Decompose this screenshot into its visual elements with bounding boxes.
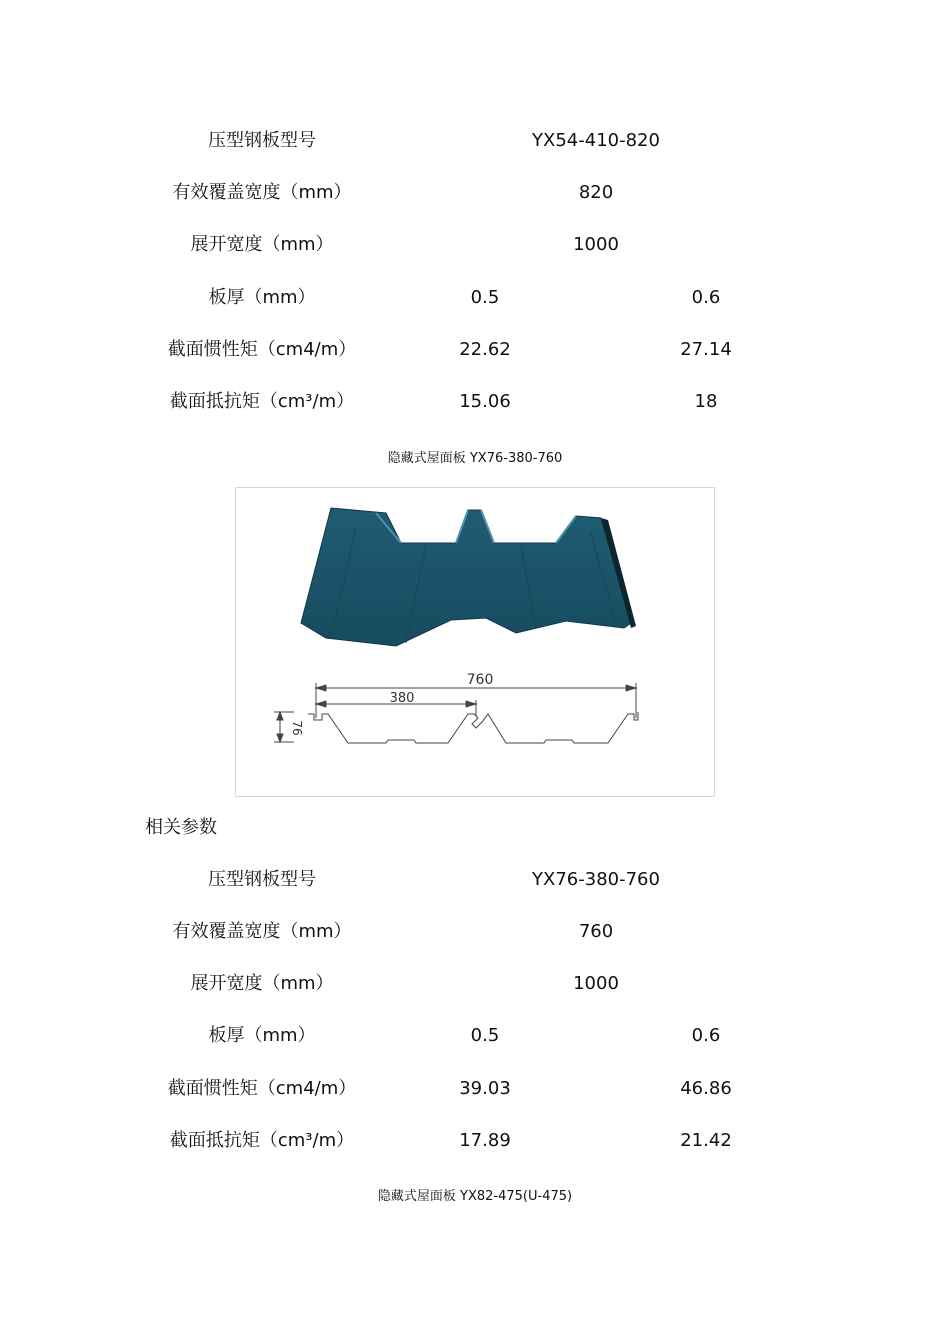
row-value-2: 0.6 [691, 287, 721, 308]
table-row [0, 969, 950, 999]
table-row [0, 126, 950, 156]
section-title: 相关参数 [145, 817, 217, 838]
row-value-1: 15.06 [459, 391, 511, 412]
table-row [0, 917, 950, 947]
row-value: 1000 [573, 973, 619, 994]
table-row [0, 387, 950, 417]
row-label: 展开宽度（mm） [190, 973, 334, 994]
row-label: 板厚（mm） [208, 1025, 316, 1046]
row-value-1: 17.89 [459, 1130, 511, 1151]
table-row [0, 178, 950, 208]
panel-render [301, 508, 636, 646]
row-label: 展开宽度（mm） [190, 234, 334, 255]
row-value-1: 22.62 [459, 339, 511, 360]
row-value: YX76-380-760 [532, 869, 660, 890]
figure-caption: 隐藏式屋面板 YX76-380-760 [387, 451, 563, 466]
row-value-1: 39.03 [459, 1078, 511, 1099]
row-value: 820 [578, 182, 614, 203]
row-value: YX54-410-820 [532, 130, 660, 151]
dim-total-label: 760 [466, 672, 494, 688]
row-label: 截面惯性矩（cm4/m） [167, 1078, 357, 1099]
row-value-1: 0.5 [470, 287, 500, 308]
row-value: 1000 [573, 234, 619, 255]
row-value: 760 [578, 921, 614, 942]
table-row [0, 230, 950, 260]
figure-caption: 隐藏式屋面板 YX82-475(U-475) [377, 1189, 573, 1204]
table-row [0, 1021, 950, 1051]
cross-section-drawing [274, 683, 638, 743]
row-value-2: 18 [694, 391, 718, 412]
row-label: 压型钢板型号 [208, 130, 316, 151]
row-value-2: 46.86 [680, 1078, 732, 1099]
row-label: 截面惯性矩（cm4/m） [167, 339, 357, 360]
dim-height-label: 76 [290, 720, 304, 736]
row-value-2: 0.6 [691, 1025, 721, 1046]
table-row [0, 865, 950, 895]
row-label: 截面抵抗矩（cm³/m） [169, 391, 355, 412]
dim-half-label: 380 [389, 691, 415, 706]
panel-figure [235, 487, 715, 797]
table-row [0, 283, 950, 313]
table-row [0, 1074, 950, 1104]
row-label: 板厚（mm） [208, 287, 316, 308]
table-row [0, 1126, 950, 1156]
row-value-2: 27.14 [680, 339, 732, 360]
table-row [0, 335, 950, 365]
row-label: 有效覆盖宽度（mm） [172, 921, 352, 942]
row-label: 截面抵抗矩（cm³/m） [169, 1130, 355, 1151]
row-value-1: 0.5 [470, 1025, 500, 1046]
panel-illustration [236, 488, 714, 796]
row-label: 压型钢板型号 [208, 869, 316, 890]
row-label: 有效覆盖宽度（mm） [172, 182, 352, 203]
row-value-2: 21.42 [680, 1130, 732, 1151]
